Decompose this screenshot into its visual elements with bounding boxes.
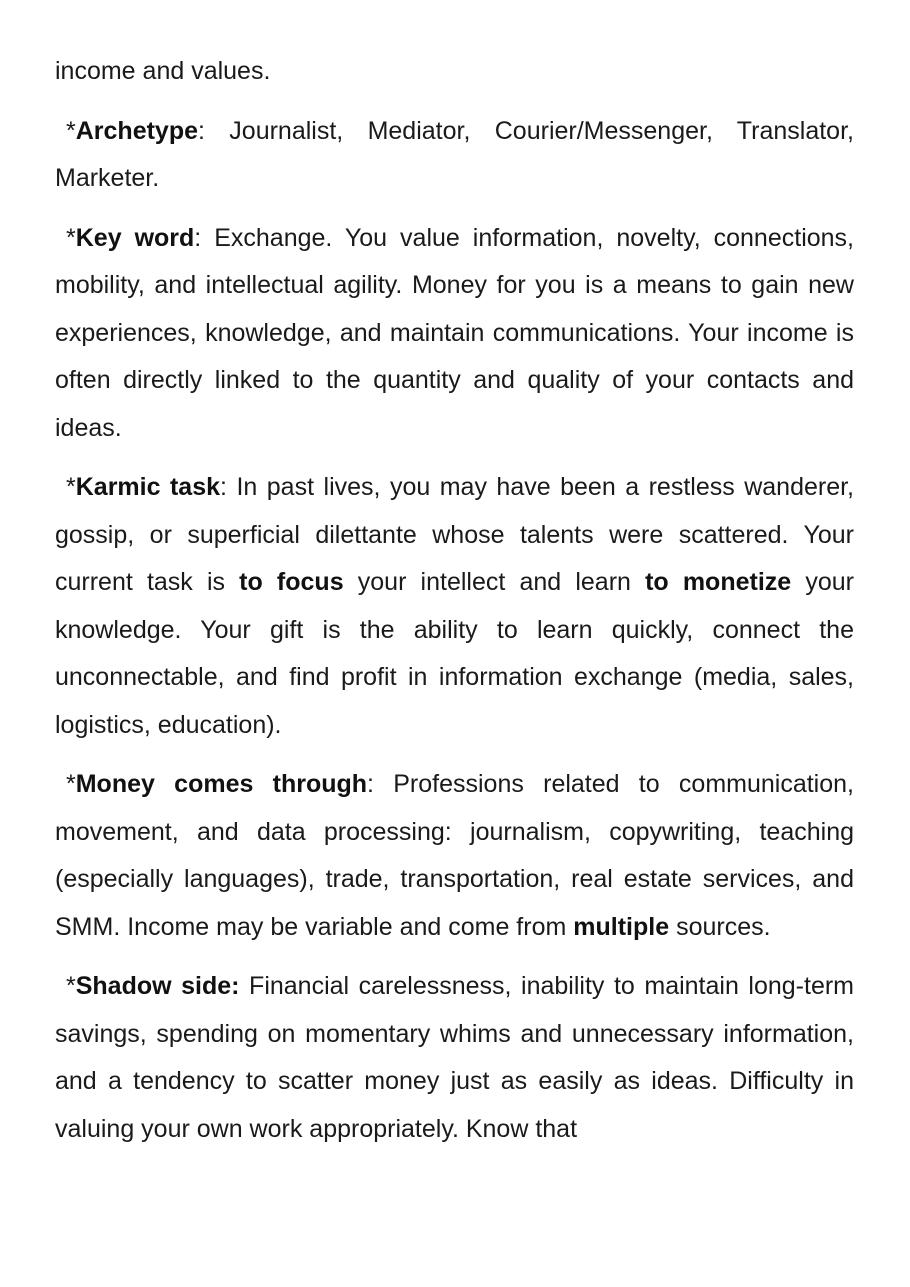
karmic-task-text-1: In past lives, you may have been a restless wanderer, gossip, or superficial dilettante whose talents were scattered. Your current task is <box>55 473 854 596</box>
key-word-label: Key word <box>75 223 195 252</box>
shadow-side-paragraph: *Shadow side: Financial carelessness, inability to maintain long-term savings, spending on momentary whims and unnecessary information, and a tendency to scatter money just as easily as ideas. Difficulty in valuing your own work appropriately. Know that <box>55 972 855 1143</box>
shadow-side-label: Shadow side: <box>75 972 240 1000</box>
karmic-task-emphasis-monetize: to monetize <box>645 568 792 596</box>
archetype-text: Journalist, Mediator, Courier/Messenger, Translator, Marketer. <box>55 116 854 192</box>
money-comes-through-label: Money comes through <box>75 770 368 798</box>
archetype-paragraph: *Archetype: Journalist, Mediator, Courier/Messenger, Translator, Marketer. <box>55 116 854 192</box>
archetype-label: Archetype <box>75 116 198 145</box>
document-page <box>55 48 854 1165</box>
intro-tail-text: income and values. <box>55 57 271 85</box>
money-comes-through-text-2: sources. <box>676 912 771 941</box>
key-word-text: Exchange. You value information, novelty, connections, mobility, and intellectual agility. Money for you is a means to gain new experiences, knowledge, and maintain communications. Your income is often directly linked to the quantity and quality of your contacts and ideas. <box>55 223 854 442</box>
money-comes-through-text-1: Professions related to communication, movement, and data processing: journalism, copywriting, teaching (especially languages), trade, transportation, real estate services, and SMM. Income may be variable and come from <box>55 770 854 941</box>
shadow-side-text: Financial carelessness, inability to maintain long-term savings, spending on momentary whims and unnecessary information, and a tendency to scatter money just as easily as ideas. Difficulty in valuing your own work appropriately. Know that <box>55 972 855 1143</box>
money-comes-through-paragraph: *Money comes through: Professions related to communication, movement, and data processing: journalism, copywriting, teaching (especially languages), trade, transportation, real estate services, and SMM. Income may be variable and come from multiple sources. <box>55 770 854 941</box>
karmic-task-text-3: your knowledge. Your gift is the ability to learn quickly, connect the unconnectable, and find profit in information exchange (media, sales, logistics, education). <box>55 568 854 739</box>
key-word-paragraph: *Key word: Exchange. You value information, novelty, connections, mobility, and intellectual agility. Money for you is a means to gain new experiences, knowledge, and maintain communications. Your income is often directly linked to the quantity and quality of your contacts and ideas. <box>55 223 854 442</box>
karmic-task-emphasis-focus: to focus <box>239 568 344 596</box>
money-comes-through-emphasis-multiple: multiple <box>573 912 670 941</box>
karmic-task-label: Karmic task <box>75 473 221 501</box>
karmic-task-text-2: your intellect and learn <box>357 568 631 596</box>
intro-continuation <box>55 48 854 96</box>
karmic-task-paragraph: *Karmic task: In past lives, you may have been a restless wanderer, gossip, or superficial dilettante whose talents were scattered. Your current task is to focus your intellect and learn to monetize your knowledge. Your gift is the ability to learn quickly, connect the unconnectable, and find profit in information exchange (media, sales, logistics, education). <box>55 473 854 739</box>
